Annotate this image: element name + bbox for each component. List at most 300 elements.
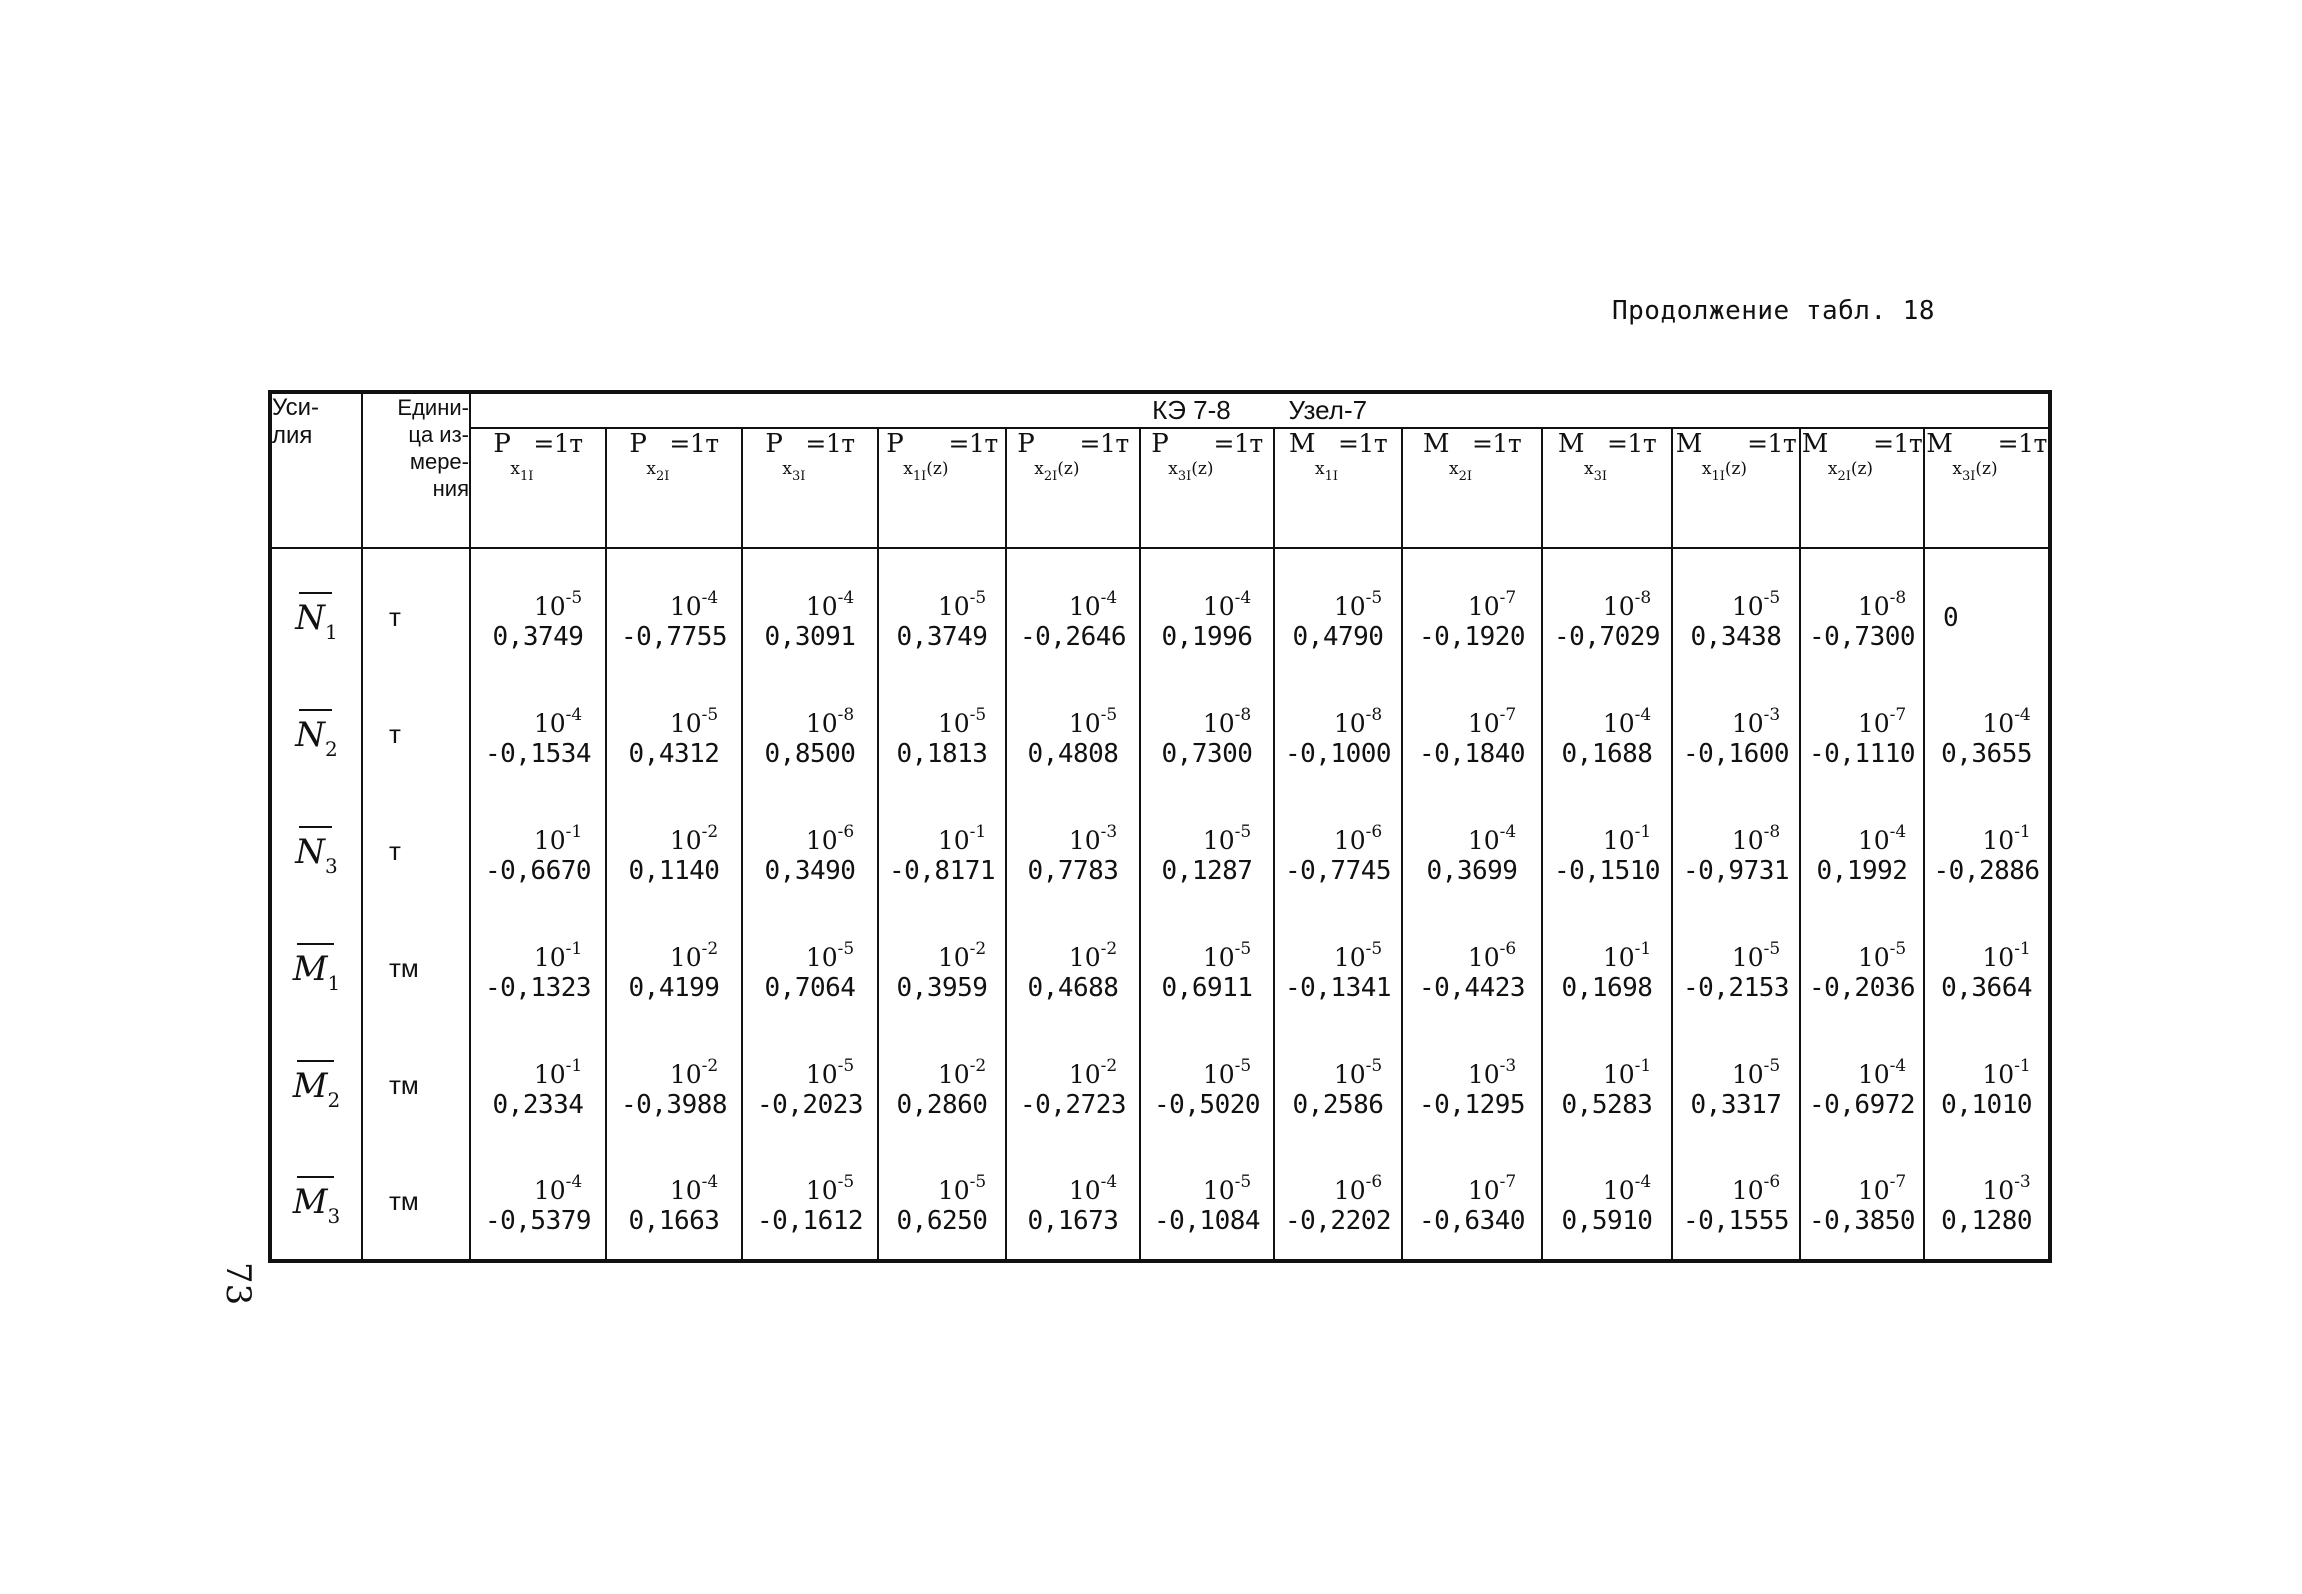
load-sub-axis: x bbox=[510, 459, 520, 479]
load-subscript bbox=[1168, 459, 1213, 484]
force-overbar bbox=[293, 1176, 341, 1228]
value-cell bbox=[1672, 1144, 1800, 1261]
power-of-ten: $10^{-5}$ bbox=[1202, 822, 1252, 855]
power-of-ten: $10^{-4}$ bbox=[1467, 822, 1517, 855]
load-value: =1т bbox=[1747, 429, 1797, 458]
power-of-ten: $10^{-4}$ bbox=[1982, 705, 2031, 738]
value-cell bbox=[1542, 1144, 1672, 1261]
force-symbol bbox=[270, 1144, 362, 1261]
value-cell bbox=[1274, 559, 1402, 676]
separator-cell bbox=[470, 548, 606, 559]
load-case-header-row bbox=[270, 428, 2050, 548]
value-cell bbox=[742, 793, 878, 910]
power-of-ten: $10^{-5}$ bbox=[1202, 939, 1252, 972]
power-exponent: -4 bbox=[701, 588, 719, 608]
load-value: =1т bbox=[669, 429, 719, 458]
power-of-ten: $10^{-3}$ bbox=[1467, 1056, 1517, 1089]
power-of-ten: $10^{-5}$ bbox=[805, 939, 855, 972]
load-symbol: P bbox=[1151, 429, 1169, 459]
value-cell bbox=[1542, 676, 1672, 793]
power-exponent: -5 bbox=[969, 705, 987, 725]
mantissa: 0,3749 bbox=[492, 622, 584, 652]
load-sub-index: 1I bbox=[1324, 469, 1338, 484]
power-of-ten: $10^{-4}$ bbox=[669, 1172, 719, 1205]
load-sub-index: 3I bbox=[792, 469, 806, 484]
mantissa: -0,6340 bbox=[1418, 1206, 1526, 1236]
value-cell bbox=[1542, 910, 1672, 1027]
power-exponent: -8 bbox=[837, 705, 855, 725]
power-of-ten: $10^{-5}$ bbox=[937, 1172, 987, 1205]
value-cell bbox=[1006, 1027, 1140, 1144]
mantissa: 0,7783 bbox=[1027, 856, 1119, 886]
value-cell bbox=[1006, 559, 1140, 676]
load-sub-axis: x bbox=[646, 459, 656, 479]
power-exponent: -1 bbox=[565, 939, 583, 959]
load-sub-index: 1I bbox=[1711, 469, 1725, 484]
power-exponent: -4 bbox=[1889, 822, 1907, 842]
value-cell bbox=[1006, 1144, 1140, 1261]
value-cell bbox=[878, 910, 1006, 1027]
mantissa: -0,1612 bbox=[756, 1206, 864, 1236]
value-cell bbox=[1800, 676, 1924, 793]
power-exponent: -8 bbox=[1365, 705, 1383, 725]
force-index: 3 bbox=[325, 853, 338, 878]
power-of-ten: $10^{-5}$ bbox=[533, 588, 583, 621]
power-of-ten: $10^{-1}$ bbox=[1982, 1056, 2031, 1089]
mantissa: -0,2202 bbox=[1284, 1206, 1392, 1236]
load-sub-axis: x bbox=[1448, 459, 1459, 479]
load-subscript bbox=[1034, 459, 1079, 484]
power-of-ten: $10^{-3}$ bbox=[1068, 822, 1118, 855]
load-sub-index: 2I bbox=[1458, 469, 1472, 484]
load-value: =1т bbox=[1337, 429, 1388, 458]
power-of-ten: $10^{-2}$ bbox=[937, 939, 987, 972]
power-of-ten: $10^{-5}$ bbox=[1202, 1172, 1252, 1205]
load-value: =1т bbox=[533, 429, 583, 458]
force-letter: N bbox=[295, 597, 325, 638]
mantissa: -0,1840 bbox=[1418, 739, 1526, 769]
table-row bbox=[270, 1027, 2050, 1144]
value-cell bbox=[1140, 910, 1274, 1027]
power-of-ten: $10^{-6}$ bbox=[1333, 1172, 1383, 1205]
value-cell bbox=[1924, 559, 2050, 676]
power-of-ten: $10^{-1}$ bbox=[1982, 939, 2031, 972]
load-sub-axis: x bbox=[1314, 459, 1325, 479]
load-case-header bbox=[1672, 428, 1800, 548]
power-of-ten: $10^{-5}$ bbox=[1731, 1056, 1781, 1089]
force-overbar bbox=[295, 709, 337, 761]
value-cell bbox=[1006, 676, 1140, 793]
mantissa: -0,3850 bbox=[1808, 1206, 1916, 1236]
unit-cell: тм bbox=[362, 1144, 470, 1261]
mantissa: 0,7064 bbox=[764, 973, 856, 1003]
power-exponent: -5 bbox=[1889, 939, 1907, 959]
value-cell bbox=[878, 793, 1006, 910]
mantissa: 0,1698 bbox=[1561, 973, 1653, 1003]
power-of-ten: $10^{-1}$ bbox=[1602, 1056, 1652, 1089]
power-exponent: -8 bbox=[1634, 588, 1652, 608]
separator-cell bbox=[1924, 548, 2050, 559]
power-exponent: -4 bbox=[565, 1172, 583, 1192]
mantissa: 0,1688 bbox=[1561, 739, 1653, 769]
mantissa: 0,3655 bbox=[1941, 739, 2033, 769]
mantissa: -0,9731 bbox=[1682, 856, 1790, 886]
load-symbol: P bbox=[765, 429, 783, 459]
power-exponent: -1 bbox=[1634, 939, 1652, 959]
load-sub-tail: (z) bbox=[1975, 459, 1998, 479]
value-cell bbox=[1274, 910, 1402, 1027]
force-index: 1 bbox=[327, 970, 341, 995]
force-letter: M bbox=[292, 1181, 328, 1222]
value-cell bbox=[470, 676, 606, 793]
power-exponent: -8 bbox=[1234, 705, 1252, 725]
power-of-ten: $10^{-1}$ bbox=[533, 939, 583, 972]
mantissa: 0,4808 bbox=[1027, 739, 1119, 769]
value-cell bbox=[1542, 559, 1672, 676]
power-exponent: -2 bbox=[701, 1056, 719, 1076]
power-of-ten: $10^{-5}$ bbox=[1068, 705, 1118, 738]
power-of-ten: $10^{-1}$ bbox=[533, 1056, 583, 1089]
mantissa: -0,1000 bbox=[1284, 739, 1392, 769]
load-case-header bbox=[1274, 428, 1402, 548]
power-exponent: -2 bbox=[701, 822, 719, 842]
power-exponent: -5 bbox=[1234, 1056, 1252, 1076]
power-exponent: -4 bbox=[1889, 1056, 1907, 1076]
load-sub-axis: x bbox=[1827, 459, 1838, 479]
value-cell bbox=[1672, 559, 1800, 676]
mantissa: -0,6972 bbox=[1808, 1090, 1916, 1120]
value-cell bbox=[1800, 1144, 1924, 1261]
force-letter: N bbox=[295, 831, 325, 872]
mantissa: 0,1996 bbox=[1161, 622, 1253, 652]
force-letter: M bbox=[292, 1065, 328, 1106]
value-cell bbox=[742, 910, 878, 1027]
value-cell bbox=[1542, 793, 1672, 910]
load-sub-tail: (z) bbox=[1724, 459, 1748, 479]
power-of-ten: $10^{-7}$ bbox=[1467, 588, 1517, 621]
value-cell bbox=[1274, 793, 1402, 910]
power-exponent: -1 bbox=[565, 822, 583, 842]
load-value: =1т bbox=[1471, 429, 1522, 458]
mantissa: 0,5283 bbox=[1561, 1090, 1653, 1120]
load-value: =1т bbox=[1606, 429, 1657, 458]
mantissa: 0,1010 bbox=[1941, 1090, 2033, 1120]
power-of-ten: $10^{-1}$ bbox=[937, 822, 987, 855]
value-cell bbox=[1800, 559, 1924, 676]
mantissa: 0,6250 bbox=[896, 1206, 988, 1236]
force-symbol bbox=[270, 559, 362, 676]
table-row bbox=[270, 559, 2050, 676]
power-of-ten: $10^{-5}$ bbox=[937, 705, 987, 738]
force-overbar bbox=[293, 943, 341, 995]
power-exponent: -8 bbox=[1763, 822, 1781, 842]
power-exponent: -4 bbox=[1234, 588, 1252, 608]
mantissa: 0,1992 bbox=[1816, 856, 1908, 886]
value-cell bbox=[1140, 793, 1274, 910]
power-exponent: -4 bbox=[1634, 1172, 1652, 1192]
load-sub-index: 2I bbox=[656, 469, 670, 484]
value-cell bbox=[1672, 793, 1800, 910]
power-exponent: -6 bbox=[1365, 822, 1383, 842]
load-case-header bbox=[742, 428, 878, 548]
mantissa: 0,3664 bbox=[1941, 973, 2033, 1003]
power-exponent: -5 bbox=[1365, 1056, 1383, 1076]
mantissa: -0,3988 bbox=[620, 1090, 728, 1120]
load-sub-axis: x bbox=[903, 459, 913, 479]
value-cell bbox=[1402, 559, 1542, 676]
power-exponent: -3 bbox=[1100, 822, 1118, 842]
power-exponent: -5 bbox=[701, 705, 719, 725]
power-of-ten: $10^{-5}$ bbox=[669, 705, 719, 738]
load-symbol: M bbox=[1801, 429, 1828, 459]
table-row bbox=[270, 793, 2050, 910]
power-of-ten: $10^{-2}$ bbox=[669, 1056, 719, 1089]
value-cell bbox=[606, 910, 742, 1027]
load-symbol: P bbox=[886, 429, 904, 459]
power-exponent: -2 bbox=[969, 1056, 987, 1076]
separator-cell bbox=[1006, 548, 1140, 559]
data-table bbox=[268, 390, 2052, 1263]
power-of-ten: $10^{-5}$ bbox=[1202, 1056, 1252, 1089]
power-of-ten: $10^{-8}$ bbox=[1731, 822, 1781, 855]
value-cell bbox=[1924, 676, 2050, 793]
load-symbol: M bbox=[1288, 429, 1315, 459]
value-cell bbox=[1672, 676, 1800, 793]
mantissa: 0,4312 bbox=[628, 739, 720, 769]
mantissa: -0,1920 bbox=[1418, 622, 1526, 652]
unit-cell: тм bbox=[362, 1027, 470, 1144]
value-cell bbox=[1800, 793, 1924, 910]
power-exponent: -2 bbox=[1100, 939, 1118, 959]
value-cell bbox=[1006, 910, 1140, 1027]
load-subscript bbox=[510, 459, 533, 484]
value-cell bbox=[1672, 1027, 1800, 1144]
table-caption: Продолжение табл. 18 bbox=[1612, 296, 1936, 326]
mantissa: 0,4688 bbox=[1027, 973, 1119, 1003]
load-sub-tail: (z) bbox=[1191, 459, 1214, 479]
value-cell bbox=[470, 559, 606, 676]
mantissa: -0,1084 bbox=[1153, 1206, 1261, 1236]
power-of-ten: $10^{-8}$ bbox=[1857, 588, 1907, 621]
value-cell bbox=[606, 676, 742, 793]
power-exponent: -1 bbox=[1634, 822, 1652, 842]
value-cell bbox=[1402, 910, 1542, 1027]
power-of-ten: $10^{-5}$ bbox=[1857, 939, 1907, 972]
value-cell bbox=[1274, 1144, 1402, 1261]
mantissa: 0,1280 bbox=[1941, 1206, 2033, 1236]
value-cell bbox=[1924, 793, 2050, 910]
power-of-ten: $10^{-2}$ bbox=[1068, 939, 1118, 972]
load-sub-tail: (z) bbox=[1057, 459, 1080, 479]
load-sub-tail: (z) bbox=[926, 459, 949, 479]
force-letter: M bbox=[292, 948, 328, 989]
power-of-ten: $10^{-1}$ bbox=[533, 822, 583, 855]
load-subscript bbox=[1584, 459, 1607, 484]
force-symbol bbox=[270, 676, 362, 793]
value-cell bbox=[1800, 1027, 1924, 1144]
mantissa: -0,1295 bbox=[1418, 1090, 1526, 1120]
power-exponent: -1 bbox=[2014, 939, 2031, 959]
header-unit bbox=[362, 392, 470, 548]
power-of-ten: $10^{-5}$ bbox=[1333, 588, 1383, 621]
force-overbar bbox=[293, 1060, 341, 1112]
power-of-ten: $10^{-3}$ bbox=[1731, 705, 1781, 738]
power-of-ten: $10^{-4}$ bbox=[1602, 1172, 1652, 1205]
power-of-ten: $10^{-4}$ bbox=[1857, 1056, 1907, 1089]
power-of-ten: $10^{-2}$ bbox=[1068, 1056, 1118, 1089]
separator-cell bbox=[1402, 548, 1542, 559]
mantissa: -0,1341 bbox=[1284, 973, 1392, 1003]
power-exponent: -3 bbox=[1499, 1056, 1517, 1076]
power-of-ten: $10^{-7}$ bbox=[1857, 705, 1907, 738]
power-exponent: -4 bbox=[1100, 1172, 1118, 1192]
load-case-header bbox=[1140, 428, 1274, 548]
power-of-ten: $10^{-7}$ bbox=[1467, 1172, 1517, 1205]
mantissa: 0,3091 bbox=[764, 622, 856, 652]
mantissa: 0,3959 bbox=[896, 973, 988, 1003]
mantissa: -0,7745 bbox=[1284, 856, 1392, 886]
load-value: =1т bbox=[1997, 429, 2047, 458]
separator-cell bbox=[878, 548, 1006, 559]
power-of-ten: $10^{-1}$ bbox=[1602, 822, 1652, 855]
header-separator bbox=[270, 548, 2050, 559]
load-case-header bbox=[1006, 428, 1140, 548]
power-exponent: -1 bbox=[2014, 822, 2031, 842]
mantissa: -0,7755 bbox=[620, 622, 728, 652]
load-symbol: P bbox=[629, 429, 647, 459]
power-exponent: -5 bbox=[1763, 588, 1781, 608]
power-exponent: -7 bbox=[1889, 705, 1907, 725]
load-subscript bbox=[782, 459, 805, 484]
value-cell bbox=[1006, 793, 1140, 910]
header-force bbox=[270, 392, 362, 548]
power-exponent: -5 bbox=[1234, 822, 1252, 842]
power-of-ten: $10^{-5}$ bbox=[1333, 1056, 1383, 1089]
power-exponent: -4 bbox=[701, 1172, 719, 1192]
value-cell bbox=[1140, 676, 1274, 793]
mantissa: -0,6670 bbox=[484, 856, 592, 886]
load-sub-index: 3I bbox=[1177, 469, 1192, 484]
table-row bbox=[270, 910, 2050, 1027]
value-cell bbox=[606, 1144, 742, 1261]
mantissa: -0,7029 bbox=[1553, 622, 1661, 652]
load-symbol: M bbox=[1926, 429, 1953, 459]
power-of-ten: $10^{-2}$ bbox=[669, 939, 719, 972]
mantissa: 0,1673 bbox=[1027, 1206, 1119, 1236]
power-exponent: -6 bbox=[1365, 1172, 1383, 1192]
mantissa: 0,1140 bbox=[628, 856, 720, 886]
table-row bbox=[270, 676, 2050, 793]
power-exponent: -4 bbox=[1100, 588, 1118, 608]
load-case-header bbox=[1402, 428, 1542, 548]
load-subscript bbox=[646, 459, 669, 484]
power-of-ten: $10^{-5}$ bbox=[1333, 939, 1383, 972]
power-exponent: -5 bbox=[1365, 939, 1383, 959]
header-force-text: Уси- лия bbox=[272, 394, 320, 449]
value-cell bbox=[1402, 1144, 1542, 1261]
power-exponent: -5 bbox=[837, 939, 855, 959]
power-exponent: -2 bbox=[701, 939, 719, 959]
unit-cell: т bbox=[362, 559, 470, 676]
value-cell bbox=[1924, 910, 2050, 1027]
unit-cell: тм bbox=[362, 910, 470, 1027]
power-of-ten: $10^{-4}$ bbox=[1857, 822, 1907, 855]
mantissa: 0,6911 bbox=[1161, 973, 1253, 1003]
power-of-ten: $10^{-7}$ bbox=[1857, 1172, 1907, 1205]
load-sub-axis: x bbox=[1583, 459, 1594, 479]
power-of-ten: $10^{-6}$ bbox=[1731, 1172, 1781, 1205]
header-unit-text: Едини- ца из- мере- ния bbox=[397, 395, 469, 501]
mantissa: -0,5020 bbox=[1153, 1090, 1261, 1120]
power-exponent: -1 bbox=[1634, 1056, 1652, 1076]
power-of-ten: $10^{-6}$ bbox=[805, 822, 855, 855]
value-cell bbox=[1140, 1027, 1274, 1144]
mantissa: 0,1813 bbox=[896, 739, 988, 769]
load-case-header bbox=[878, 428, 1006, 548]
power-exponent: -5 bbox=[969, 1172, 987, 1192]
mantissa: 0,2860 bbox=[896, 1090, 988, 1120]
force-index: 1 bbox=[325, 619, 338, 644]
mantissa: 0,3490 bbox=[764, 856, 856, 886]
mantissa: 0,3699 bbox=[1426, 856, 1518, 886]
mantissa: -0,2723 bbox=[1019, 1090, 1127, 1120]
power-exponent: -8 bbox=[1889, 588, 1907, 608]
power-exponent: -1 bbox=[565, 1056, 583, 1076]
load-case-header bbox=[470, 428, 606, 548]
power-exponent: -4 bbox=[837, 588, 855, 608]
power-of-ten: $10^{-4}$ bbox=[1602, 705, 1652, 738]
load-sub-index: 1I bbox=[912, 469, 927, 484]
mantissa: 0,4790 bbox=[1292, 622, 1384, 652]
value-cell bbox=[606, 793, 742, 910]
power-of-ten: $10^{-8}$ bbox=[1333, 705, 1383, 738]
power-exponent: -2 bbox=[1100, 1056, 1118, 1076]
value-cell bbox=[1140, 559, 1274, 676]
power-exponent: -4 bbox=[2014, 705, 2031, 725]
header-span-title: КЭ 7-8 Узел-7 bbox=[470, 392, 2050, 428]
power-of-ten: $10^{-8}$ bbox=[805, 705, 855, 738]
value-cell bbox=[742, 1144, 878, 1261]
load-sub-tail: (z) bbox=[1850, 459, 1874, 479]
force-index: 2 bbox=[325, 736, 338, 761]
separator-cell bbox=[270, 548, 362, 559]
value-cell bbox=[470, 910, 606, 1027]
load-value: =1т bbox=[1079, 429, 1129, 458]
mantissa: -0,8171 bbox=[888, 856, 996, 886]
load-subscript bbox=[1702, 459, 1747, 484]
power-of-ten: $10^{-1}$ bbox=[1982, 822, 2031, 855]
power-exponent: -5 bbox=[837, 1056, 855, 1076]
load-symbol: P bbox=[1017, 429, 1035, 459]
load-case-header bbox=[606, 428, 742, 548]
load-symbol: P bbox=[493, 429, 511, 459]
load-sub-axis: x bbox=[782, 459, 792, 479]
power-of-ten: $10^{-4}$ bbox=[1202, 588, 1252, 621]
force-overbar bbox=[295, 826, 337, 878]
power-exponent: -5 bbox=[969, 588, 987, 608]
power-of-ten: $10^{-4}$ bbox=[1068, 588, 1118, 621]
value-cell bbox=[1800, 910, 1924, 1027]
value-cell bbox=[1542, 1027, 1672, 1144]
power-of-ten: $10^{-3}$ bbox=[1982, 1172, 2031, 1205]
mantissa: 0,4199 bbox=[628, 973, 720, 1003]
value-cell bbox=[470, 1144, 606, 1261]
load-value: =1т bbox=[1873, 429, 1923, 458]
mantissa: -0,1323 bbox=[484, 973, 592, 1003]
separator-cell bbox=[1542, 548, 1672, 559]
value-cell bbox=[1402, 676, 1542, 793]
load-sub-index: 2I bbox=[1837, 469, 1851, 484]
